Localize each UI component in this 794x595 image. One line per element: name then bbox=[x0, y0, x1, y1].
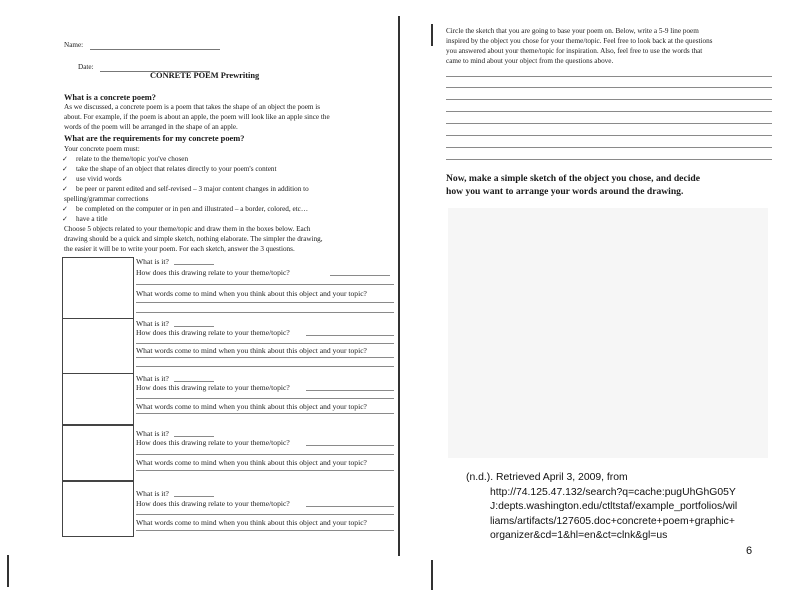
prompt-what-is-it: What is it? bbox=[136, 257, 169, 266]
answer-line bbox=[136, 302, 394, 303]
citation-line: http://74.125.47.132/search?q=cache:pugUhGhG05Y bbox=[490, 486, 736, 498]
answer-line bbox=[330, 275, 390, 276]
sketch-heading-line-1: Now, make a simple sketch of the object you chose, and decide bbox=[446, 173, 700, 184]
answer-line bbox=[136, 357, 394, 358]
page-divider bbox=[398, 16, 400, 556]
requirement-item: be peer or parent edited and self-revised – 3 major content changes in addition to bbox=[76, 185, 309, 193]
citation-line: (n.d.). Retrieved April 3, 2009, from bbox=[466, 472, 628, 483]
check-icon: ✓ bbox=[62, 175, 69, 183]
q1-heading: What is a concrete poem? bbox=[64, 93, 156, 102]
answer-line bbox=[136, 343, 394, 344]
worksheet-title: CONRETE POEM Prewriting bbox=[150, 71, 260, 80]
q1-body-line-2: about. For example, if the poem is about an apple, the poem will look like an apple since the bbox=[64, 113, 330, 121]
name-label: Name: bbox=[64, 41, 84, 49]
requirement-item: relate to the theme/topic you've chosen bbox=[76, 155, 189, 163]
prompt-what-words: What words come to mind when you think about this object and your topic? bbox=[136, 402, 367, 411]
check-icon: ✓ bbox=[62, 215, 69, 223]
sketch-area bbox=[448, 208, 768, 458]
check-icon: ✓ bbox=[62, 205, 69, 213]
answer-line bbox=[136, 366, 394, 367]
prompt-what-words: What words come to mind when you think about this object and your topic? bbox=[136, 289, 367, 298]
instructions-line-3: the easier it will be to write your poem. For each sketch, answer the 3 questions. bbox=[64, 245, 295, 253]
citation-line: liams/artifacts/127605.doc+concrete+poem+graphic+ bbox=[490, 515, 735, 527]
intro-line-1: Circle the sketch that you are going to base your poem on. Below, write a 5-9 line poem bbox=[446, 27, 699, 35]
sketch-box bbox=[62, 373, 134, 425]
poem-line bbox=[446, 76, 772, 77]
prompt-how-relate: How does this drawing relate to your theme/topic? bbox=[136, 383, 290, 392]
answer-line bbox=[136, 530, 394, 531]
answer-line bbox=[136, 514, 394, 515]
sketch-box bbox=[62, 481, 134, 537]
answer-line bbox=[306, 445, 394, 446]
answer-line bbox=[306, 390, 394, 391]
page-number: 6 bbox=[746, 545, 753, 557]
page-edge-mark bbox=[7, 555, 9, 587]
poem-line bbox=[446, 135, 772, 136]
prompt-how-relate: How does this drawing relate to your theme/topic? bbox=[136, 268, 290, 277]
date-label: Date: bbox=[78, 63, 94, 71]
prompt-what-is-it: What is it? bbox=[136, 489, 169, 498]
requirement-item: take the shape of an object that relates directly to your poem's content bbox=[76, 165, 277, 173]
answer-line bbox=[136, 312, 394, 313]
answer-line bbox=[306, 506, 394, 507]
requirement-item: have a title bbox=[76, 215, 108, 223]
answer-line bbox=[174, 381, 214, 382]
citation-line: organizer&cd=1&hl=en&ct=clnk&gl=us bbox=[490, 530, 668, 542]
sketch-box bbox=[62, 257, 134, 319]
citation-block bbox=[466, 471, 786, 544]
prompt-what-words: What words come to mind when you think about this object and your topic? bbox=[136, 458, 367, 467]
poem-line bbox=[446, 159, 772, 160]
answer-line bbox=[306, 335, 394, 336]
prompt-how-relate: How does this drawing relate to your theme/topic? bbox=[136, 328, 290, 337]
prompt-what-is-it: What is it? bbox=[136, 319, 169, 328]
prompt-what-words: What words come to mind when you think about this object and your topic? bbox=[136, 346, 367, 355]
sketch-box bbox=[62, 425, 134, 481]
q2-heading: What are the requirements for my concrete poem? bbox=[64, 134, 245, 143]
poem-line bbox=[446, 147, 772, 148]
sketch-box bbox=[62, 318, 134, 374]
page-edge-mark bbox=[431, 560, 433, 590]
prompt-how-relate: How does this drawing relate to your theme/topic? bbox=[136, 438, 290, 447]
poem-line bbox=[446, 111, 772, 112]
requirement-item: use vivid words bbox=[76, 175, 122, 183]
q1-body-line-3: words of the poem will be arranged in the shape of an apple. bbox=[64, 123, 238, 131]
instructions-line-1: Choose 5 objects related to your theme/topic and draw them in the boxes below. Each bbox=[64, 225, 311, 233]
q1-body-line-1: As we discussed, a concrete poem is a poem that takes the shape of an object the poem is bbox=[64, 103, 321, 111]
prompt-what-is-it: What is it? bbox=[136, 429, 169, 438]
instructions-line-2: drawing should be a quick and simple sketch, nothing elaborate. The simpler the drawing, bbox=[64, 235, 323, 243]
poem-line bbox=[446, 123, 772, 124]
prompt-how-relate: How does this drawing relate to your theme/topic? bbox=[136, 499, 290, 508]
requirement-item-continued: spelling/grammar corrections bbox=[64, 195, 149, 203]
check-icon: ✓ bbox=[62, 165, 69, 173]
answer-line bbox=[174, 264, 214, 265]
answer-line bbox=[136, 454, 394, 455]
answer-line bbox=[174, 496, 214, 497]
answer-line bbox=[136, 413, 394, 414]
poem-line bbox=[446, 99, 772, 100]
check-icon: ✓ bbox=[62, 155, 69, 163]
sketch-heading-line-2: how you want to arrange your words around the drawing. bbox=[446, 186, 684, 197]
poem-line bbox=[446, 87, 772, 88]
prompt-what-words: What words come to mind when you think about this object and your topic? bbox=[136, 518, 367, 527]
answer-line bbox=[136, 398, 394, 399]
q2-intro: Your concrete poem must: bbox=[64, 145, 140, 153]
citation-line: J:depts.washington.edu/ctltstaf/example_portfolios/wil bbox=[490, 501, 738, 513]
name-line bbox=[90, 49, 220, 50]
requirement-item: be completed on the computer or in pen and illustrated – a border, colored, etc… bbox=[76, 205, 309, 213]
answer-line bbox=[136, 470, 394, 471]
left-worksheet-page bbox=[50, 24, 398, 572]
answer-line bbox=[174, 326, 214, 327]
prompt-what-is-it: What is it? bbox=[136, 374, 169, 383]
intro-line-4: came to mind about your object from the questions above. bbox=[446, 57, 614, 65]
answer-line bbox=[136, 284, 394, 285]
intro-line-3: you answered about your theme/topic for inspiration. Also, feel free to use the words that bbox=[446, 47, 703, 55]
answer-line bbox=[174, 436, 214, 437]
check-icon: ✓ bbox=[62, 185, 69, 193]
page-edge-mark bbox=[431, 24, 433, 46]
intro-line-2: inspired by the object you chose for your theme/topic. Feel free to look back at the questions bbox=[446, 37, 713, 45]
